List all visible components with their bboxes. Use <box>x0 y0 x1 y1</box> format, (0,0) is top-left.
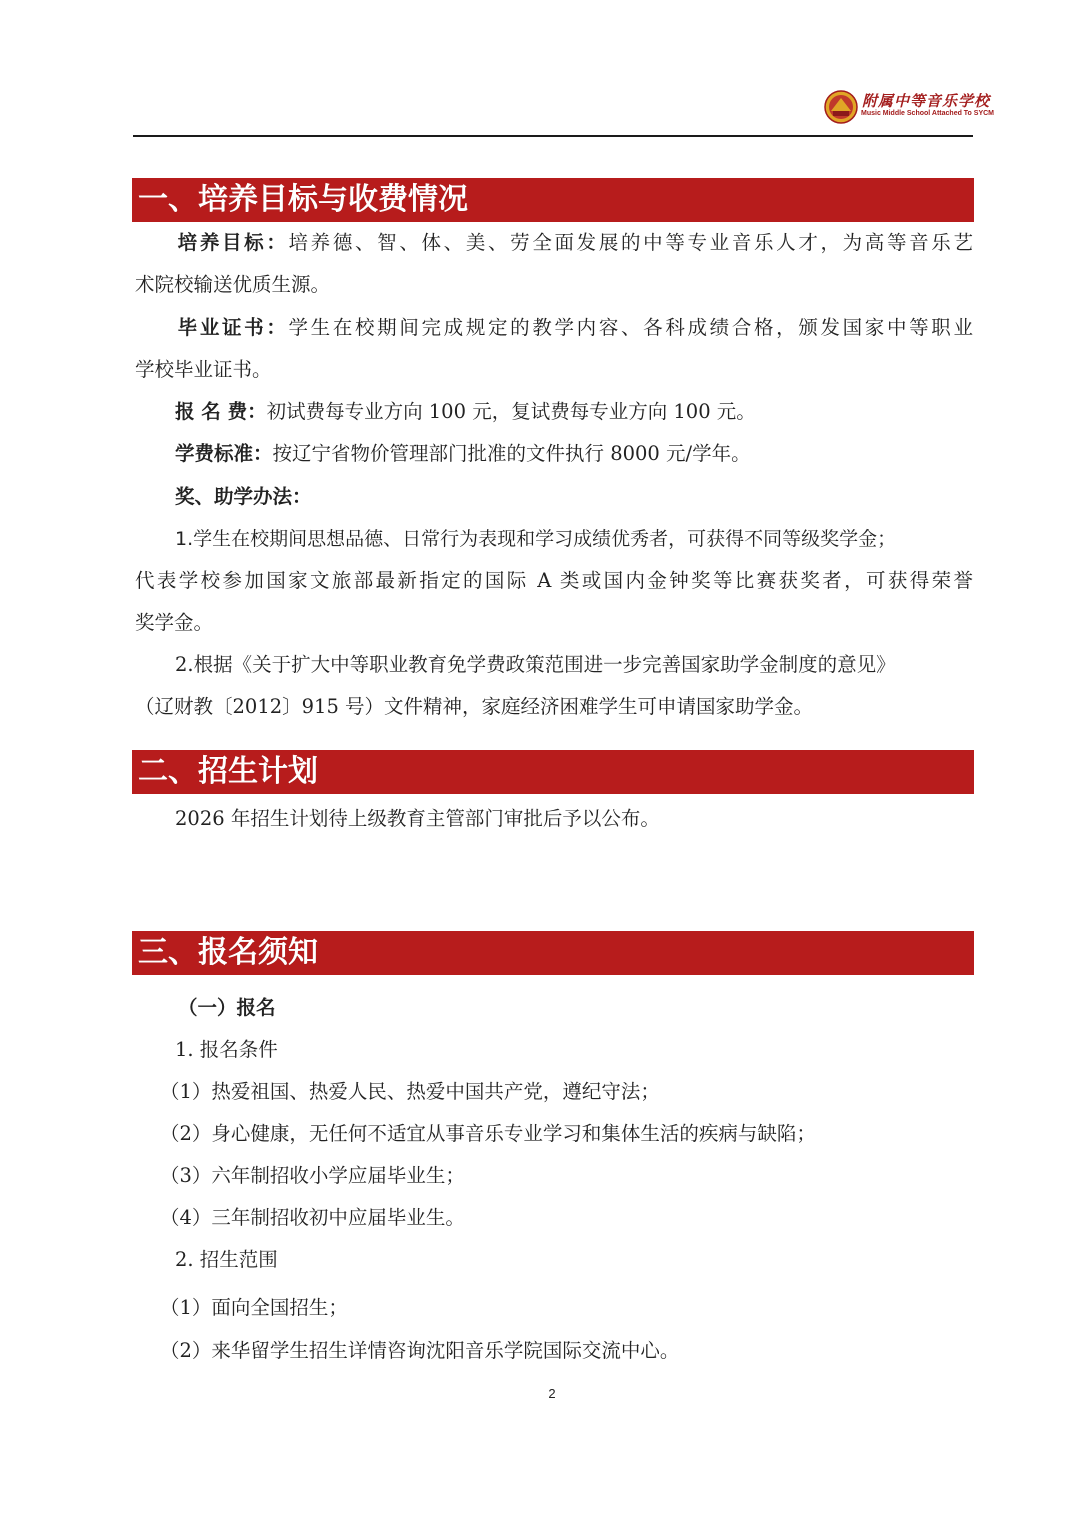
logo-chinese-name: 附属中等音乐学校 <box>862 92 991 110</box>
school-logo <box>824 86 994 128</box>
header-divider <box>133 135 973 137</box>
tuition-paragraph <box>175 441 751 467</box>
goal-paragraph-line2: 术院校输送优质生源。 <box>135 273 331 296</box>
section-3-heading: 三、报名须知 <box>132 931 974 975</box>
plan-text: 2026 年招生计划待上级教育主管部门审批后予以公布。 <box>175 807 660 830</box>
logo-english-name: Music Middle School Attached To SYCM <box>861 110 995 117</box>
cert-text: 学生在校期间完成规定的教学内容、各科成绩合格，颁发国家中等职业 <box>288 316 973 339</box>
tuition-label: 学费标准： <box>175 442 273 465</box>
aid-heading: 奖、助学办法： <box>175 485 312 508</box>
aid1-line2: 代表学校参加国家文旅部最新指定的国际 A 类或国内金钟奖等比赛获奖者，可获得荣誉 <box>135 569 973 592</box>
scope-item-1: （1）面向全国招生； <box>160 1296 348 1319</box>
condition-item-2: （2）身心健康，无任何不适宜从事音乐专业学习和集体生活的疾病与缺陷； <box>160 1122 816 1145</box>
sub-heading-registration: （一）报名 <box>178 996 276 1019</box>
section-1-heading: 一、培养目标与收费情况 <box>132 178 974 222</box>
tuition-text: 按辽宁省物价管理部门批准的文件执行 8000 元/学年。 <box>272 442 751 465</box>
aid2-line1: 2.根据《关于扩大中等职业教育免学费政策范围进一步完善国家助学金制度的意见》 <box>175 653 896 676</box>
aid2-line2: （辽财教〔2012〕915 号）文件精神，家庭经济困难学生可申请国家助学金。 <box>135 695 814 718</box>
scope-item-2: （2）来华留学生招生详情咨询沈阳音乐学院国际交流中心。 <box>160 1339 680 1362</box>
aid1-line1: 1.学生在校期间思想品德、日常行为表现和学习成绩优秀者，可获得不同等级奖学金； <box>175 528 897 550</box>
aid1-line3: 奖学金。 <box>135 611 214 634</box>
fee-paragraph <box>175 399 756 425</box>
cert-label: 毕业证书： <box>175 316 289 339</box>
goal-label: 培养目标： <box>175 231 289 254</box>
section-2-heading: 二、招生计划 <box>132 750 974 794</box>
cert-paragraph-line2: 学校毕业证书。 <box>135 358 272 381</box>
goal-paragraph-line1 <box>135 230 973 256</box>
conditions-title: 1. 报名条件 <box>175 1038 278 1061</box>
school-emblem-icon <box>824 90 858 124</box>
condition-item-3: （3）六年制招收小学应届毕业生； <box>160 1164 465 1187</box>
fee-label: 报 名 费： <box>175 400 267 423</box>
scope-title: 2. 招生范围 <box>175 1248 278 1271</box>
cert-paragraph-line1 <box>135 315 973 341</box>
condition-item-4: （4）三年制招收初中应届毕业生。 <box>160 1206 465 1229</box>
goal-text: 培养德、智、体、美、劳全面发展的中等专业音乐人才，为高等音乐艺 <box>288 231 973 254</box>
page-number: 2 <box>548 1386 556 1401</box>
fee-text: 初试费每专业方向 100 元，复试费每专业方向 100 元。 <box>266 400 756 423</box>
condition-item-1: （1）热爱祖国、热爱人民、热爱中国共产党，遵纪守法； <box>160 1080 660 1103</box>
